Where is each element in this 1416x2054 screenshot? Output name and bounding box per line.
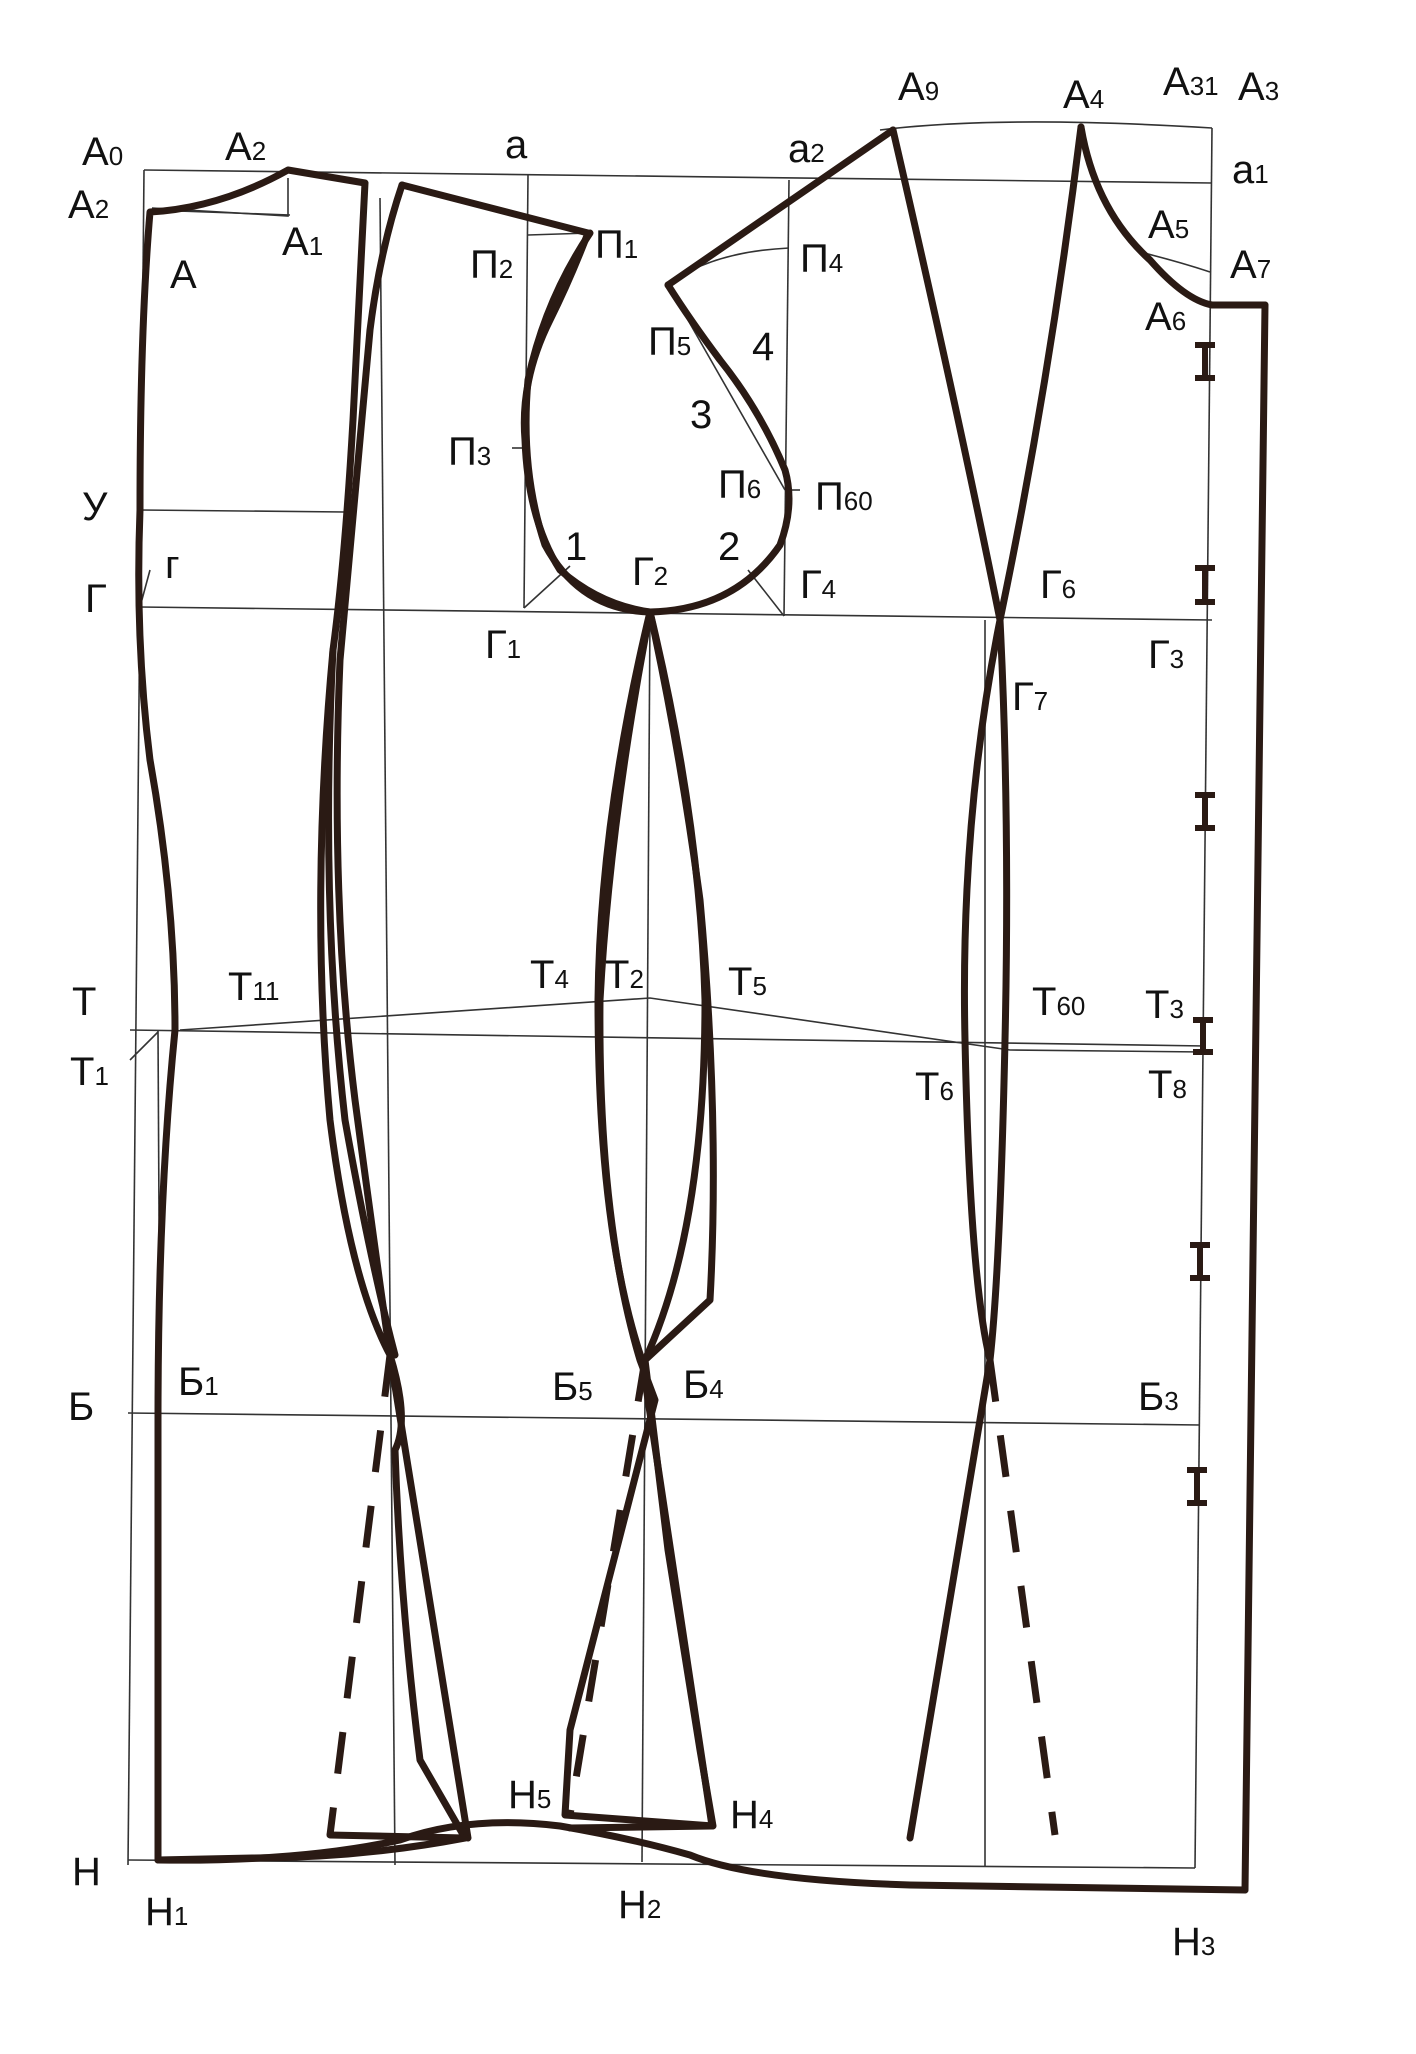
label-H4: Н4 — [730, 1793, 774, 1837]
front-dart-right — [990, 127, 1081, 1360]
label-T4: Т4 — [530, 953, 569, 997]
back-panel-right-edge — [337, 185, 402, 1355]
notch-3 — [1195, 795, 1215, 828]
label-a2: а2 — [788, 127, 825, 171]
label-G4: Г4 — [800, 563, 837, 607]
notch-2 — [1195, 568, 1215, 602]
label-a: а — [505, 123, 528, 167]
armhole-right-line — [784, 180, 789, 616]
notch-1 — [1195, 345, 1215, 378]
label-A6: А6 — [1145, 295, 1187, 339]
front-hem — [158, 1823, 1245, 1890]
label-g: г — [165, 543, 180, 587]
label-H1: Н1 — [145, 1890, 189, 1934]
pattern-outlines — [139, 127, 1265, 1890]
label-A1: А1 — [282, 220, 324, 264]
label-G6: Г6 — [1040, 563, 1077, 607]
label-P6: П6 — [718, 463, 762, 507]
label-T11: Т11 — [228, 965, 280, 1009]
label-A: А — [170, 253, 197, 297]
label-A9: А9 — [898, 65, 940, 109]
label-A4: А4 — [1063, 73, 1105, 117]
label-P4: П4 — [800, 237, 844, 281]
label-3: 3 — [690, 393, 713, 437]
label-T8: Т8 — [1148, 1063, 1187, 1107]
waist-line — [130, 1030, 1205, 1046]
label-A31: А31 — [1163, 60, 1219, 104]
P4-arc — [668, 248, 789, 285]
label-B3: Б3 — [1138, 1375, 1179, 1419]
label-B1: Б1 — [178, 1360, 219, 1404]
label-P2: П2 — [470, 243, 514, 287]
frame-top-arc-line — [880, 122, 1212, 130]
side-line — [642, 612, 650, 1862]
label-B: Б — [68, 1385, 95, 1429]
front-shoulder-line — [668, 130, 893, 285]
label-A0: А0 — [82, 130, 124, 174]
label-H3: Н3 — [1172, 1920, 1216, 1964]
label-H2: Н2 — [618, 1883, 662, 1927]
label-P5: П5 — [648, 320, 692, 364]
side-seam-right — [645, 612, 705, 1360]
label-P3: П3 — [448, 430, 492, 474]
label-2: 2 — [718, 525, 741, 569]
label-A7: А7 — [1230, 243, 1272, 287]
label-T6: Т6 — [915, 1065, 954, 1109]
front-center-line — [1245, 305, 1265, 1890]
label-U: У — [82, 485, 108, 529]
label-G: Г — [85, 577, 107, 621]
back-width-line — [380, 198, 395, 1865]
label-T3: Т3 — [1145, 983, 1184, 1027]
frame-right-line — [1195, 128, 1212, 1868]
label-T5: Т5 — [728, 960, 767, 1004]
label-1: 1 — [565, 525, 588, 569]
label-H5: Н5 — [508, 1773, 552, 1817]
label-H: Н — [72, 1850, 101, 1894]
label-4: 4 — [752, 325, 775, 369]
side-lower-dash — [570, 1360, 645, 1815]
label-P1: П1 — [595, 223, 639, 267]
front-dart-left — [893, 130, 1000, 1838]
label-A2-top: А2 — [225, 125, 267, 169]
label-G3: Г3 — [1148, 633, 1185, 677]
shoulder-level-line — [140, 510, 345, 512]
point-labels — [68, 60, 1279, 1964]
label-G2: Г2 — [632, 550, 669, 594]
label-T: Т — [72, 980, 97, 1024]
label-G1: Г1 — [485, 623, 522, 667]
label-T1: Т1 — [70, 1050, 109, 1094]
label-T2: Т2 — [605, 953, 644, 997]
label-P60: П60 — [815, 475, 873, 519]
T1-connector — [130, 1032, 158, 1060]
label-B4: Б4 — [683, 1363, 724, 1407]
label-A2-left: А2 — [68, 183, 110, 227]
label-G7: Г7 — [1012, 675, 1049, 719]
back-piece-outline — [139, 170, 465, 1860]
notch-5 — [1190, 1245, 1210, 1278]
label-T60: Т60 — [1032, 980, 1086, 1024]
label-a1: а1 — [1232, 148, 1269, 192]
notch-4 — [1193, 1020, 1213, 1052]
frame-bottom-line — [128, 1860, 1195, 1868]
back-lower-dash-A — [330, 1355, 390, 1835]
side-hem — [570, 1826, 712, 1828]
label-B5: Б5 — [552, 1365, 593, 1409]
hip-line — [128, 1413, 1200, 1425]
front-lower-dash — [990, 1360, 1055, 1835]
side-seam-left — [598, 612, 712, 1826]
label-A5: А5 — [1148, 203, 1190, 247]
label-A3: А3 — [1238, 65, 1280, 109]
notch-6 — [1187, 1470, 1207, 1503]
